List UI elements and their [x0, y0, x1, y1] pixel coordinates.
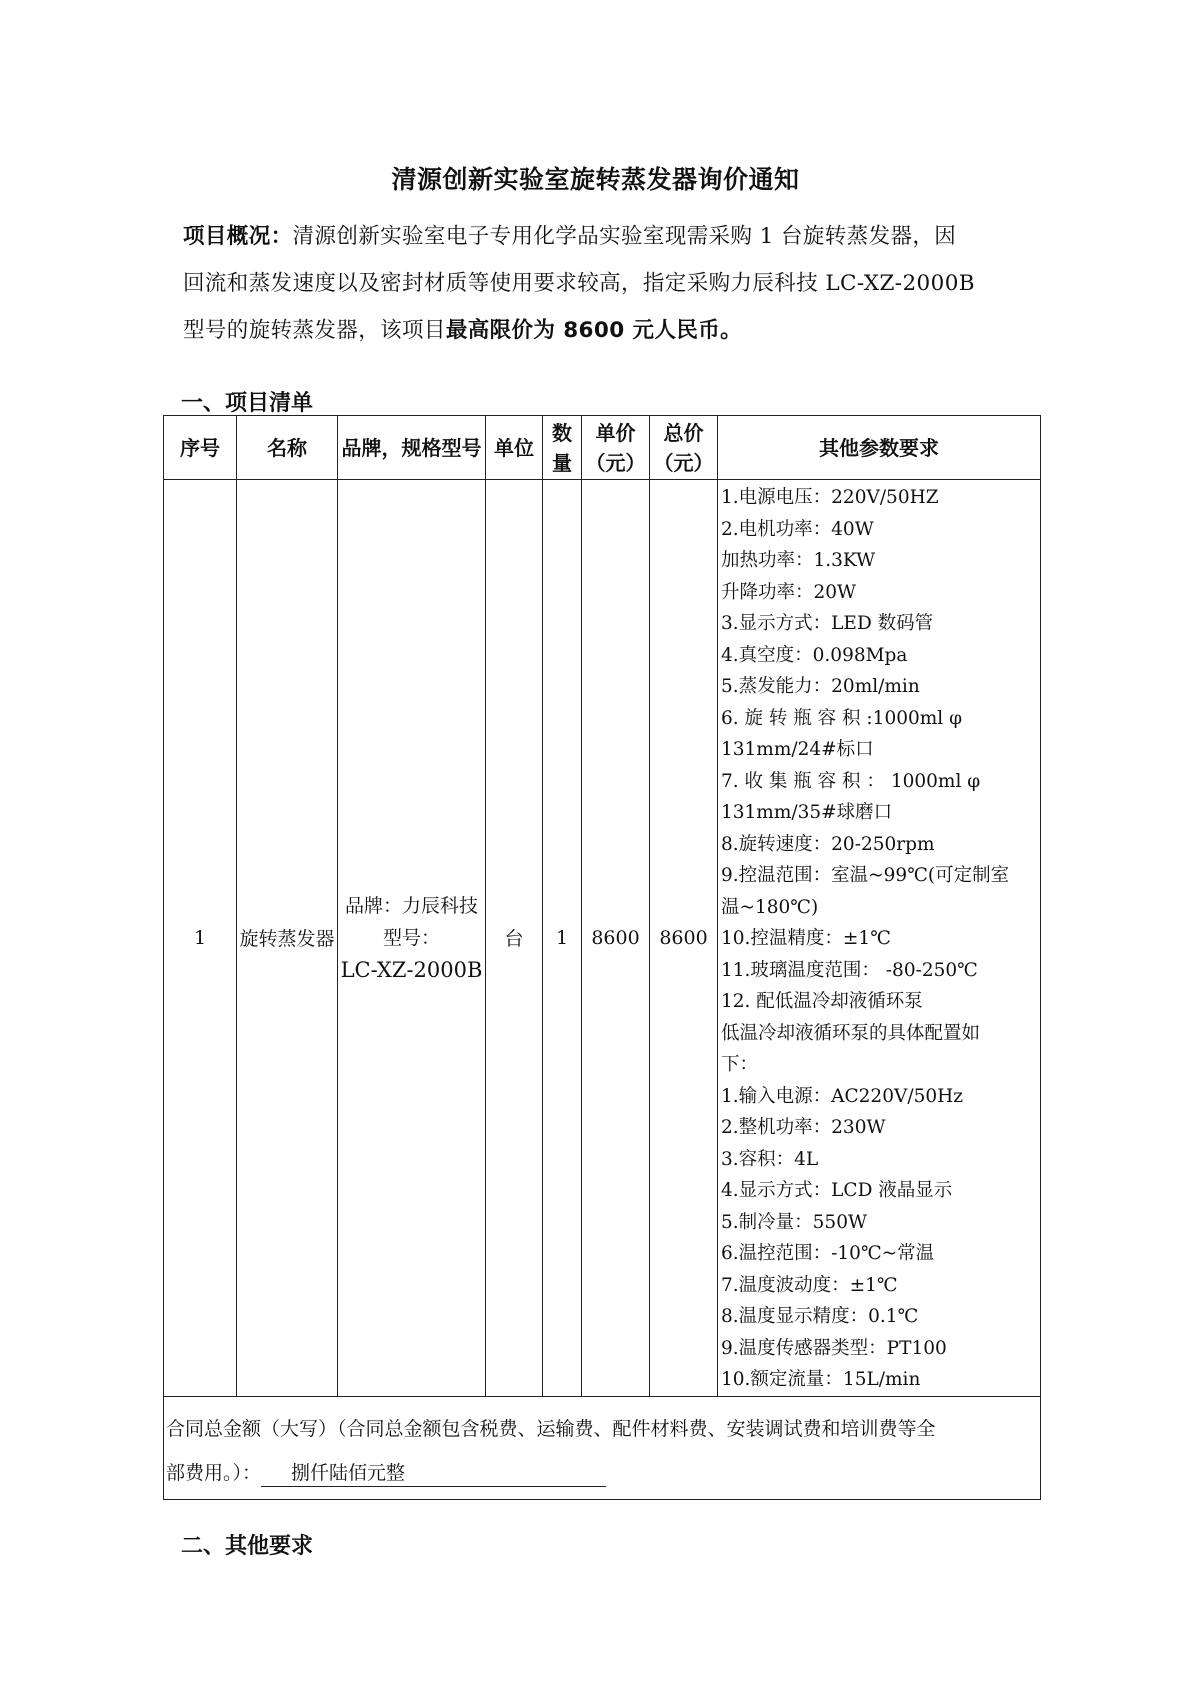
param-line: 9.控温范围：室温~99℃(可定制室 — [721, 865, 1010, 886]
header-qty — [543, 416, 582, 480]
cell-seq: 1 — [164, 480, 237, 1397]
cell-brand — [338, 480, 486, 1397]
contract-total-line-1: 合同总金额（大写）（合同总金额包含税费、运输费、配件材料费、安装调试费和培训费等全 — [166, 1417, 936, 1440]
param-line: 下： — [721, 1054, 759, 1075]
header-total-price — [650, 416, 718, 480]
param-line: 5.蒸发能力：20ml/min — [721, 676, 920, 697]
overview-line-3 — [183, 307, 1023, 354]
cell-unit-price: 8600 — [582, 480, 650, 1397]
param-line: 1.电源电压：220V/50HZ — [721, 487, 939, 508]
param-line: 10.额定流量：15L/min — [721, 1369, 921, 1390]
overview-text-1: 清源创新实验室电子专用化学品实验室现需采购 1 台旋转蒸发器，因 — [292, 224, 957, 249]
page-title: 清源创新实验室旋转蒸发器询价通知 — [391, 165, 800, 194]
param-line: 12. 配低温冷却液循环泵 — [721, 991, 923, 1012]
overview-label: 项目概况： — [183, 224, 293, 249]
param-line: 低温冷却液循环泵的具体配置如 — [721, 1022, 981, 1044]
items-table — [163, 415, 1041, 1500]
param-line: 3.容积：4L — [721, 1148, 819, 1170]
contract-total-cell — [164, 1396, 1041, 1499]
param-line: 加热功率：1.3KW — [721, 550, 876, 571]
param-line: 1.输入电源：AC220V/50Hz — [721, 1085, 963, 1107]
param-line: 6.温控范围：-10℃~常温 — [721, 1243, 935, 1264]
table-row — [164, 480, 1041, 1397]
contract-total-row — [164, 1396, 1041, 1499]
param-line: 2.电机功率：40W — [721, 518, 874, 540]
overview-text-3: 型号的旋转蒸发器，该项目 — [183, 318, 446, 343]
header-brand: 品牌，规格型号 — [338, 416, 486, 480]
cell-total-price: 8600 — [650, 480, 718, 1397]
header-total-line-1: 总价 — [663, 420, 704, 445]
param-line: 11.玻璃温度范围： -80-250℃ — [721, 959, 978, 981]
params-list — [721, 482, 1038, 1396]
header-seq: 序号 — [164, 416, 237, 480]
param-line: 6. 旋 转 瓶 容 积 :1000ml φ — [721, 707, 963, 729]
cell-qty: 1 — [543, 480, 582, 1397]
header-unit-price — [582, 416, 650, 480]
project-overview — [183, 213, 1023, 354]
header-name: 名称 — [237, 416, 338, 480]
param-line: 7.温度波动度：±1℃ — [721, 1274, 898, 1296]
overview-line-1 — [183, 213, 1023, 260]
param-line: 2.整机功率：230W — [721, 1117, 886, 1138]
contract-total-prefix: 部费用。）： — [166, 1461, 262, 1484]
param-line: 温~180℃) — [721, 896, 819, 918]
param-line: 3.显示方式：LED 数码管 — [721, 613, 934, 634]
param-line: 升降功率：20W — [721, 581, 857, 603]
param-line: 4.真空度：0.098Mpa — [721, 644, 908, 666]
header-unit: 单位 — [486, 416, 543, 480]
cell-unit: 台 — [486, 480, 543, 1397]
param-line: 8.旋转速度：20-250rpm — [721, 833, 935, 855]
param-line: 131mm/35#球磨口 — [721, 802, 893, 823]
param-line: 9.温度传感器类型：PT100 — [721, 1337, 947, 1359]
contract-total-amount: 捌仟陆佰元整 — [261, 1460, 606, 1487]
header-params: 其他参数要求 — [718, 416, 1041, 480]
header-price-line-2: （元） — [585, 450, 646, 475]
param-line: 131mm/24#标口 — [721, 739, 874, 760]
param-line: 5.制冷量：550W — [721, 1211, 867, 1233]
contract-total-line-2 — [166, 1451, 1038, 1495]
section-heading-items: 一、项目清单 — [181, 391, 314, 416]
param-line: 4.显示方式：LCD 液晶显示 — [721, 1180, 953, 1201]
brand-line: 品牌：力辰科技 — [344, 894, 478, 917]
param-line: 10.控温精度：±1℃ — [721, 928, 891, 949]
model-number: LC-XZ-2000B — [340, 957, 483, 982]
model-label: 型号： — [382, 926, 440, 949]
cell-params — [718, 480, 1041, 1397]
header-qty-line-1: 数 — [552, 420, 572, 445]
section-heading-other: 二、其他要求 — [181, 1534, 314, 1559]
cell-name: 旋转蒸发器 — [237, 480, 338, 1397]
param-line: 8.温度显示精度：0.1℃ — [721, 1306, 919, 1327]
header-qty-line-2: 量 — [552, 450, 572, 475]
price-limit-highlight: 最高限价为 8600 元人民币。 — [445, 318, 743, 343]
header-total-line-2: （元） — [653, 450, 714, 475]
param-line: 7. 收 集 瓶 容 积 ： 1000ml φ — [721, 770, 981, 792]
overview-text-2: 回流和蒸发速度以及密封材质等使用要求较高，指定采购力辰科技 LC-XZ-2000B — [183, 271, 975, 296]
table-header-row — [164, 416, 1041, 480]
header-price-line-1: 单价 — [595, 420, 636, 445]
